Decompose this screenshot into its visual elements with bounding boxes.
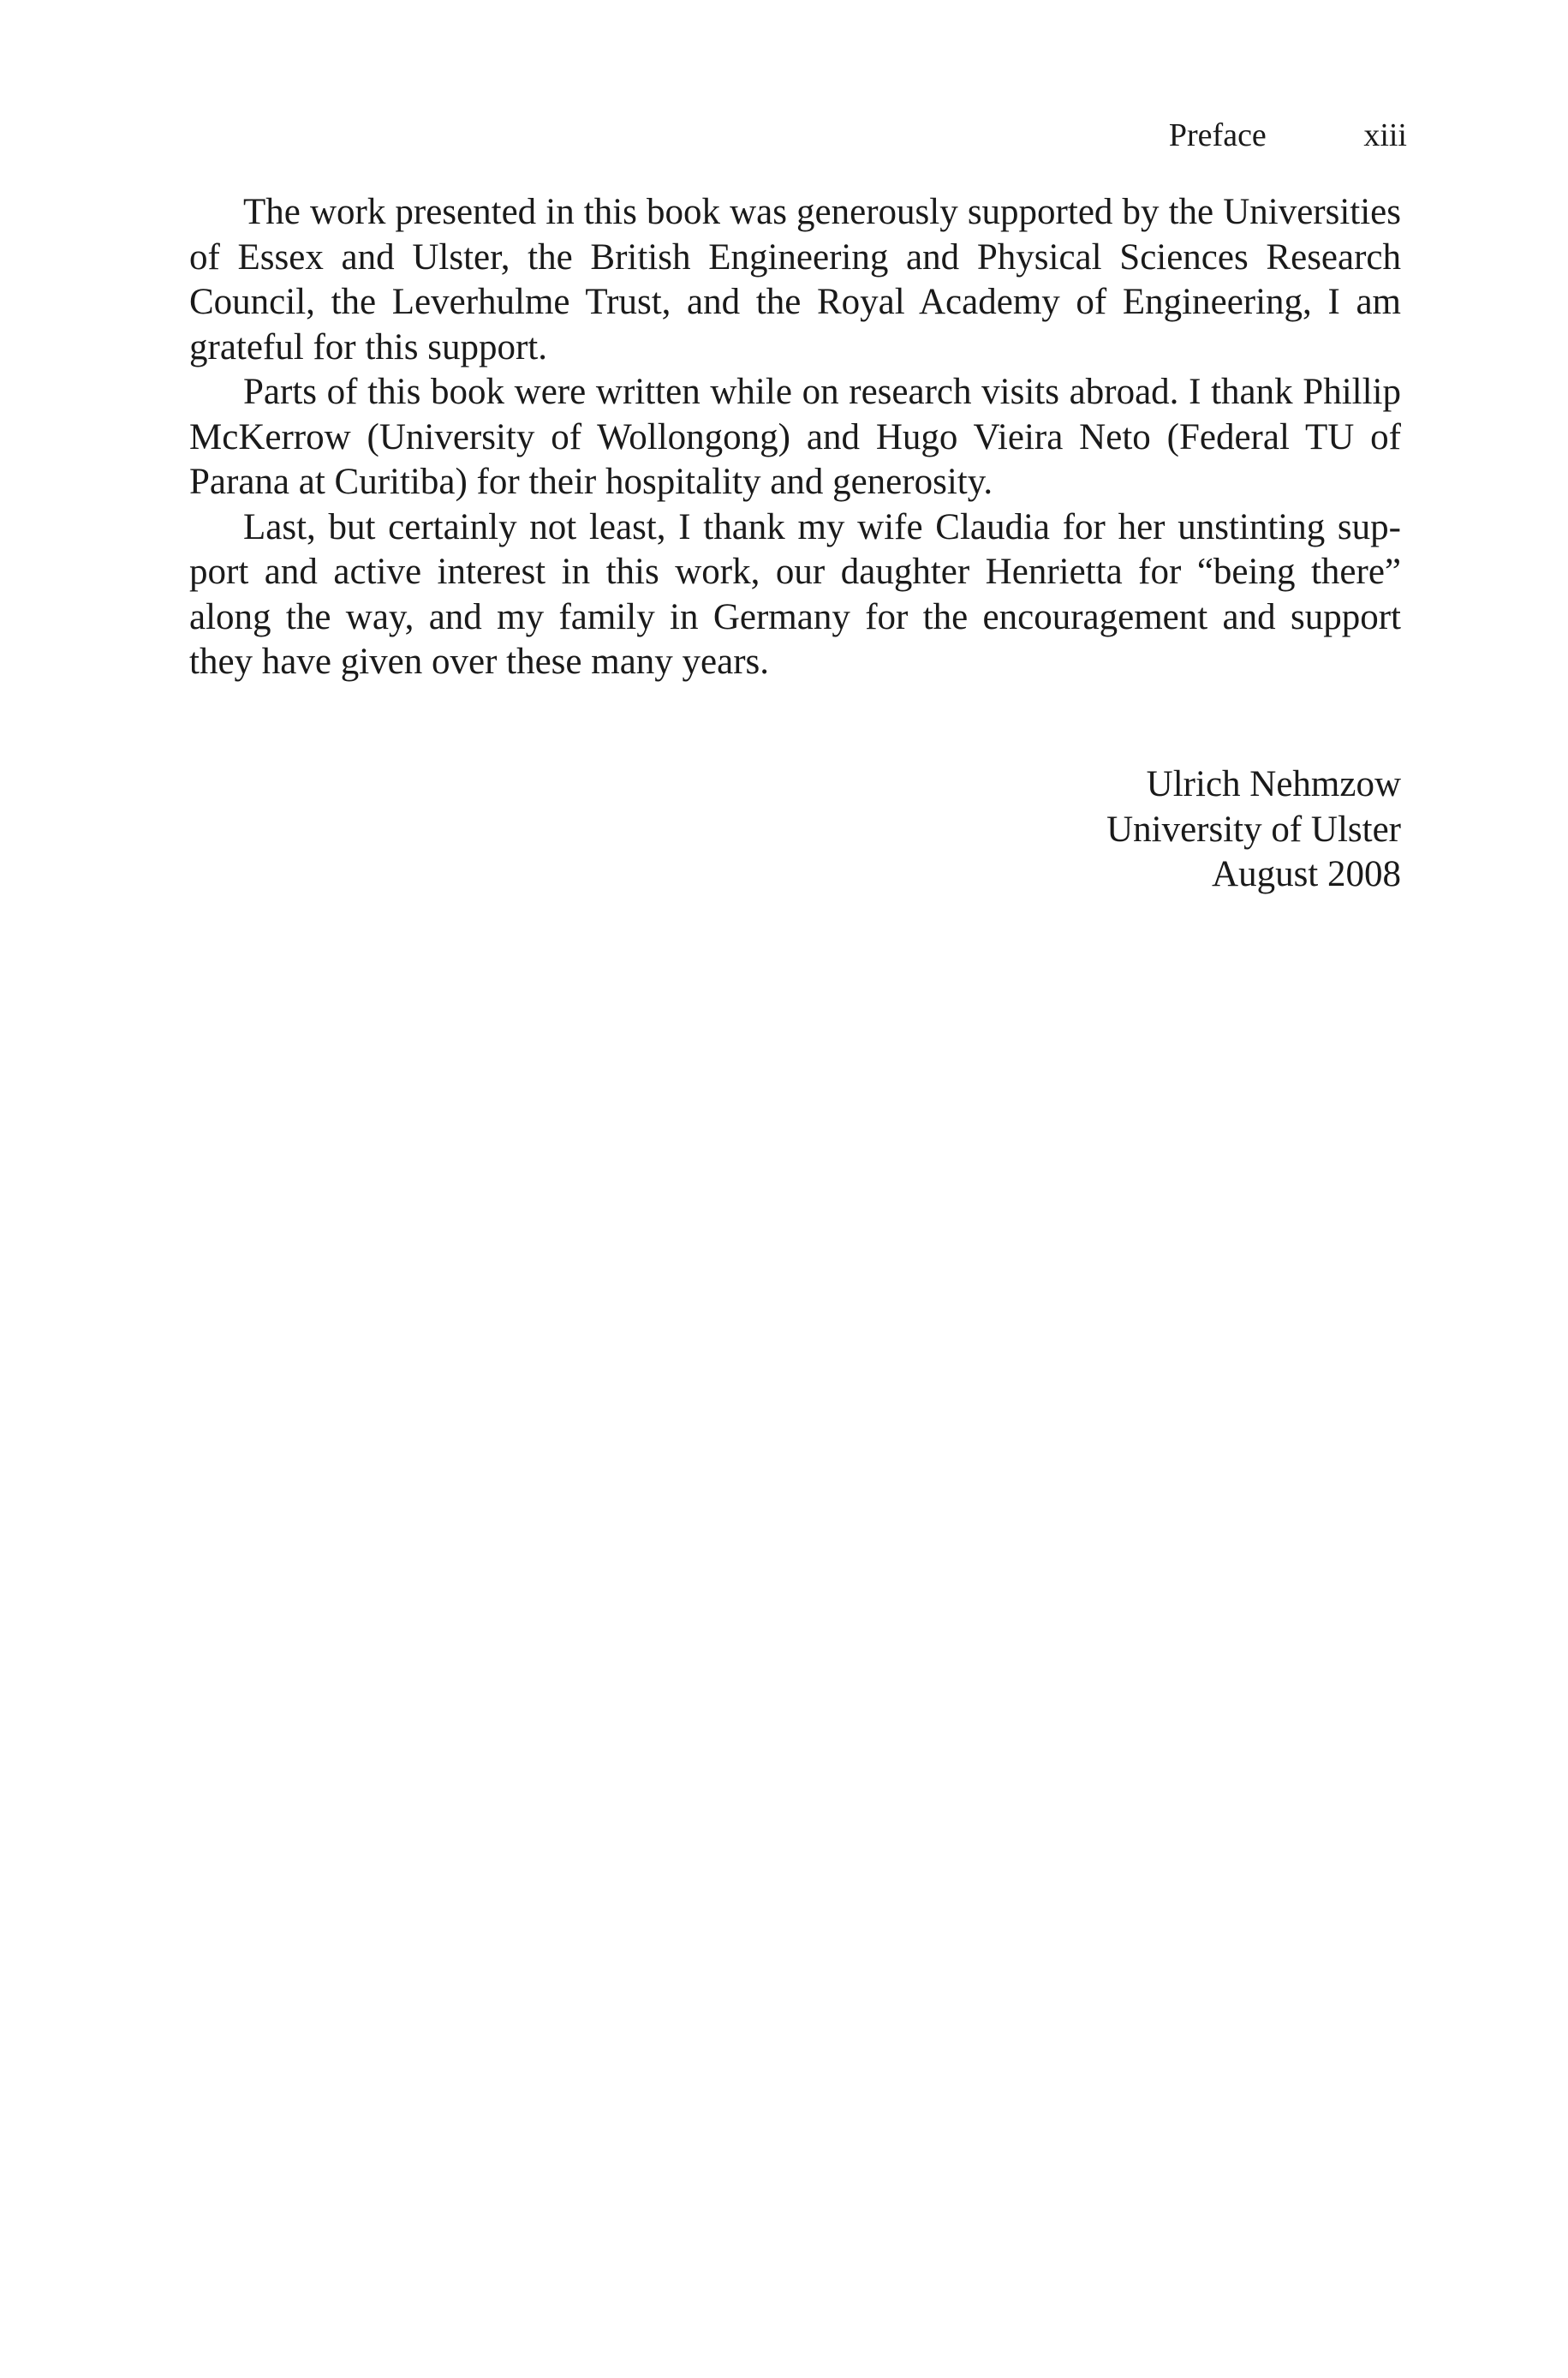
running-head <box>1169 116 1407 155</box>
paragraph-acknowledgement-visits: Parts of this book were written while on research visits abroad. I thank Phillip McKerrow (University of Wollongong) and Hugo Vieira Neto (Federal TU of Parana at Curitiba) for their hospitality and generosity. <box>189 372 1401 502</box>
page-number: xiii <box>1363 117 1407 153</box>
author-affiliation: University of Ulster <box>1106 809 1401 850</box>
author-name: Ulrich Nehmzow <box>1146 764 1401 804</box>
signature-block <box>1106 762 1401 898</box>
paragraph-acknowledgement-family: Last, but certainly not least, I thank my wife Claudia for her unstinting support and active interest in this work, our daughter Henrietta for “being there” along the way, and my family in Germany for the encouragement and support they have given over these many years. <box>189 506 1401 682</box>
paragraph-acknowledgement-funding: The work presented in this book was generously supported by the Universities of Essex and Ulster, the British Engineering and Physical Sciences Research Council, the Leverhulme Trust, and the Royal Academy of Engineering, I am grateful for this support. <box>189 192 1401 367</box>
signature-date: August 2008 <box>1212 854 1401 894</box>
running-head-section: Preface <box>1168 117 1267 153</box>
preface-body <box>189 190 1401 685</box>
